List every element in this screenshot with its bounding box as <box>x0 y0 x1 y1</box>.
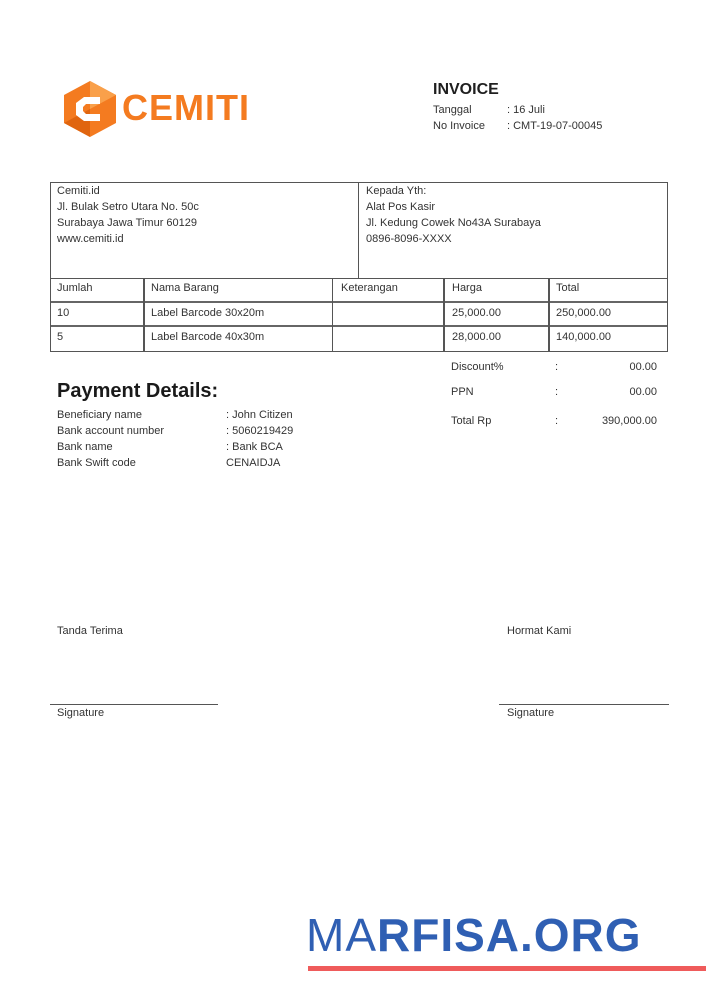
address-divider <box>358 183 359 278</box>
discount-colon: : <box>555 361 559 373</box>
watermark-thin-text: MA <box>306 909 377 961</box>
header-keterangan: Keterangan <box>341 282 398 294</box>
ppn-colon: : <box>555 386 559 398</box>
total-value: 390,000.00 <box>601 415 657 427</box>
receiver-signature-line <box>50 704 218 705</box>
recipient-heading: Kepada Yth: <box>366 185 427 197</box>
payment-label: Beneficiary name <box>57 409 142 421</box>
watermark-bold-text: RFISA.ORG <box>377 909 642 961</box>
sender-name: Cemiti.id <box>57 185 100 197</box>
row-item-name: Label Barcode 30x20m <box>151 307 265 319</box>
invoice-number-label: No Invoice <box>433 120 485 132</box>
row-quantity: 10 <box>57 307 70 319</box>
sender-address <box>57 183 199 247</box>
column-divider <box>143 278 145 352</box>
sender-street: Jl. Bulak Setro Utara No. 50c <box>57 201 199 213</box>
column-divider <box>443 278 445 352</box>
column-divider <box>332 278 333 352</box>
row-total: 140,000.00 <box>556 331 612 343</box>
invoice-title: INVOICE <box>433 81 499 98</box>
payment-value: CENAIDJA <box>226 457 281 469</box>
date-label: Tanggal <box>433 104 472 116</box>
sender-signature-label: Signature <box>507 707 555 719</box>
payment-label: Bank account number <box>57 425 165 437</box>
payment-row-bank-name <box>57 439 283 455</box>
logo-wordmark: CEMITI <box>122 87 250 128</box>
sender-website: www.cemiti.id <box>57 233 124 245</box>
payment-value: : 5060219429 <box>226 425 294 437</box>
row-price: 28,000.00 <box>452 331 501 343</box>
sender-signature-line <box>499 704 669 705</box>
header-total: Total <box>556 282 580 294</box>
invoice-date-row <box>433 102 602 118</box>
sender-signature-heading: Hormat Kami <box>507 625 572 637</box>
payment-label: Bank name <box>57 441 113 453</box>
discount-label: Discount% <box>451 361 504 373</box>
payment-row-account-number <box>57 423 293 439</box>
total-colon: : <box>555 415 559 427</box>
payment-label: Bank Swift code <box>57 457 136 469</box>
company-logo <box>62 80 272 138</box>
row-quantity: 5 <box>57 331 64 343</box>
invoice-table-box <box>50 182 668 352</box>
header-nama-barang: Nama Barang <box>151 282 219 294</box>
row-item-name: Label Barcode 40x30m <box>151 331 265 343</box>
discount-value: 00.00 <box>629 361 657 373</box>
ppn-label: PPN <box>451 386 474 398</box>
payment-value: : Bank BCA <box>226 441 283 453</box>
ppn-value: 00.00 <box>629 386 657 398</box>
header-jumlah: Jumlah <box>57 282 93 294</box>
payment-details-title: Payment Details: <box>57 380 219 402</box>
payment-value: : John Citizen <box>226 409 293 421</box>
total-label: Total Rp <box>451 415 492 427</box>
recipient-name: Alat Pos Kasir <box>366 201 436 213</box>
receiver-signature-heading: Tanda Terima <box>57 625 123 637</box>
invoice-number-row <box>433 118 602 134</box>
column-divider <box>548 278 550 352</box>
recipient-street: Jl. Kedung Cowek No43A Surabaya <box>366 217 541 229</box>
date-value: : 16 Juli <box>507 104 545 116</box>
watermark-underline <box>308 966 706 971</box>
recipient-phone: 0896-8096-XXXX <box>366 233 452 245</box>
invoice-number-value: : CMT-19-07-00045 <box>507 120 603 132</box>
recipient-address <box>366 183 541 247</box>
sender-city: Surabaya Jawa Timur 60129 <box>57 217 198 229</box>
header-harga: Harga <box>452 282 482 294</box>
invoice-meta <box>433 102 602 134</box>
payment-row-swift-code <box>57 455 280 471</box>
row-total: 250,000.00 <box>556 307 612 319</box>
watermark-marfisa <box>306 910 642 960</box>
row-price: 25,000.00 <box>452 307 501 319</box>
cemiti-hexagon-icon <box>62 80 118 138</box>
receiver-signature-label: Signature <box>57 707 105 719</box>
payment-row-beneficiary <box>57 407 293 423</box>
